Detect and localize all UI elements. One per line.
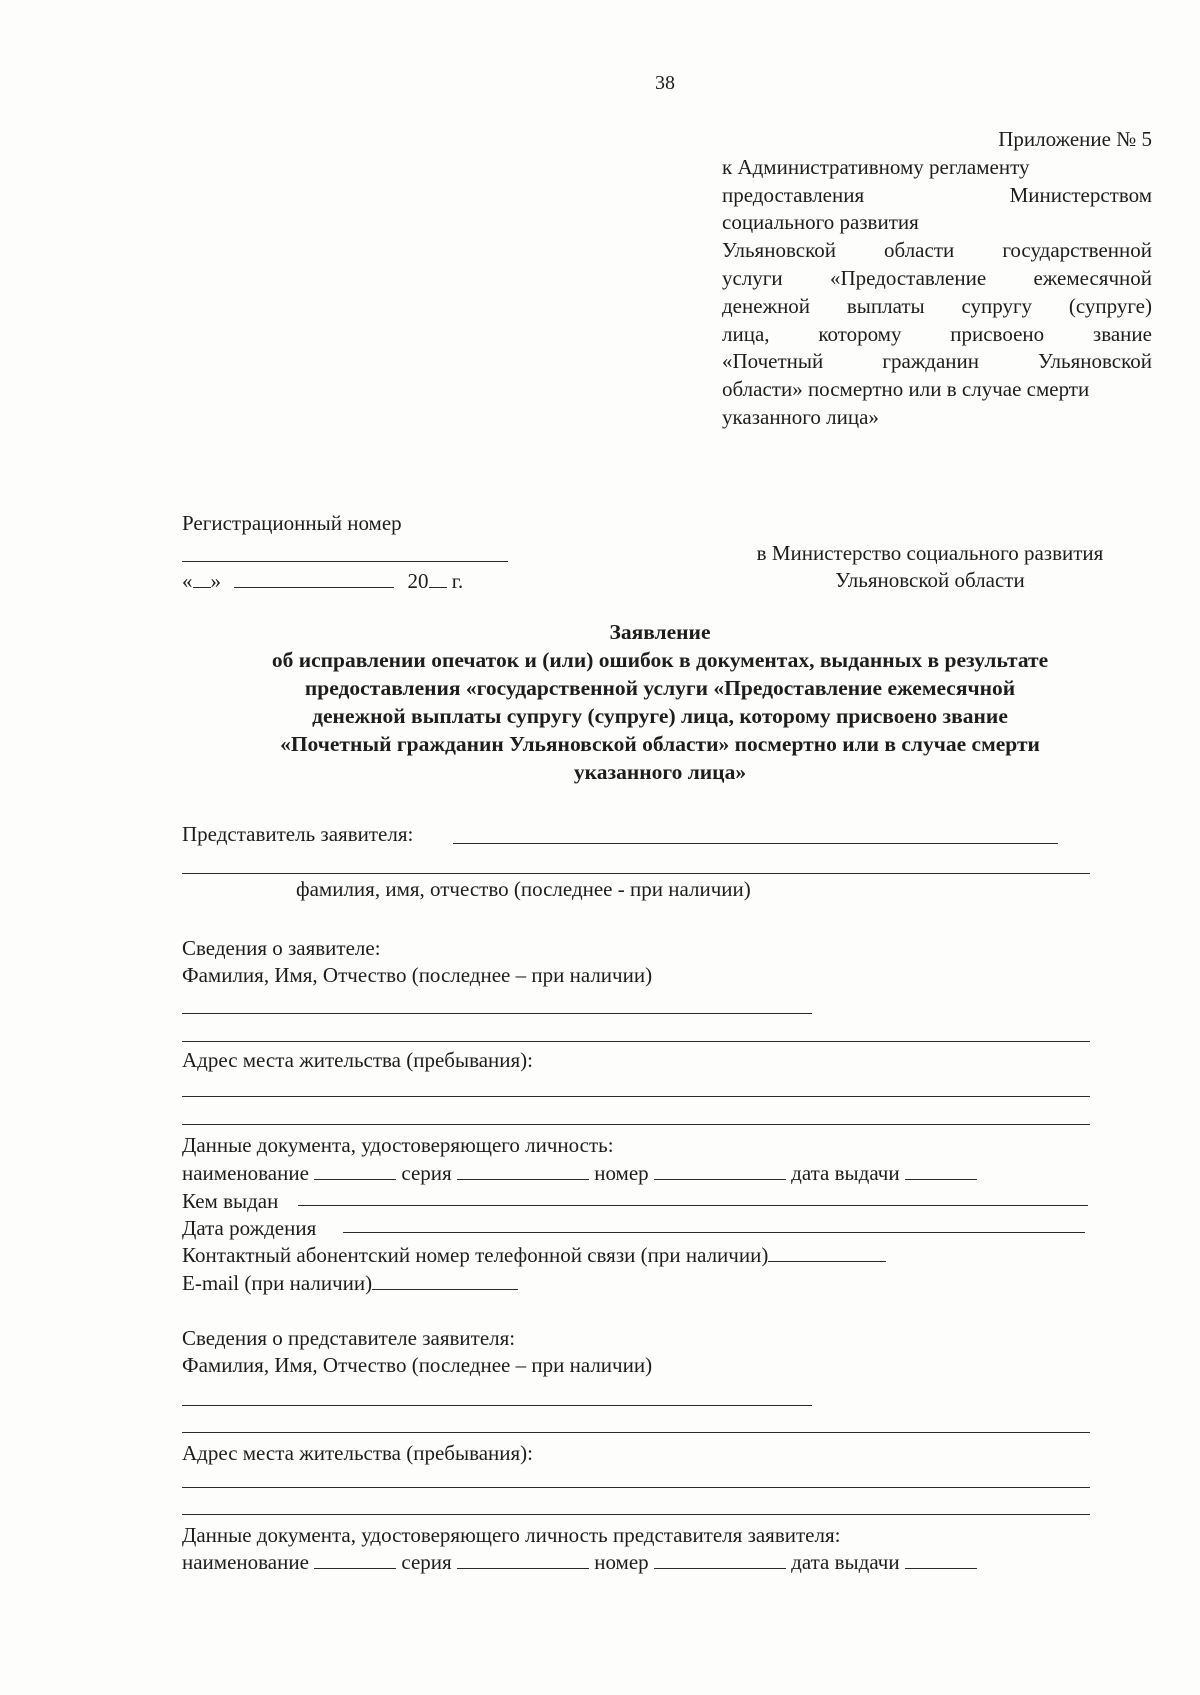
phone-label: Контактный абонентский номер телефонной связи (при наличии) (182, 1243, 769, 1267)
rep-doc-label: Данные документа, удостоверяющего личность представителя заявителя: (182, 1523, 841, 1547)
date-quote-close: » (210, 569, 221, 593)
appendix-line: к Административному регламенту (722, 154, 1030, 179)
appendix-block (722, 126, 1152, 432)
rep-doc-issue-date-field[interactable] (905, 1550, 977, 1569)
rep-doc-name-label: наименование (182, 1550, 309, 1574)
appendix-word: Ульяновской (722, 238, 836, 263)
appendix-word: услуги (722, 265, 783, 290)
title-line: указанного лица» (573, 760, 747, 784)
year-field[interactable] (429, 569, 447, 588)
rep-fio-field[interactable] (182, 1405, 812, 1406)
title-line: денежной выплаты супругу (супруге) лица, которому присвоено звание (312, 704, 1008, 728)
appendix-line: указанного лица» (722, 404, 879, 429)
doc-number-label: номер (594, 1161, 649, 1185)
year-prefix: 20 (407, 569, 429, 593)
rep-fio-field-line2[interactable] (182, 1432, 1090, 1433)
registration-number-field[interactable] (182, 561, 508, 562)
appendix-word: области (884, 238, 955, 263)
rep-doc-name-field[interactable] (314, 1550, 396, 1569)
appendix-line (722, 348, 1152, 376)
applicant-issued-by-field[interactable] (298, 1205, 1088, 1206)
title-line: предоставления «государственной услуги «Предоставление ежемесячной (304, 676, 1016, 700)
rep-doc-issue-date-label: дата выдачи (791, 1550, 900, 1574)
registration-label: Регистрационный номер (182, 511, 402, 535)
appendix-word: присвоено (950, 321, 1045, 346)
appendix-number: Приложение № 5 (998, 127, 1152, 151)
doc-name-field[interactable] (314, 1161, 396, 1180)
appendix-word: денежной (722, 293, 811, 318)
appendix-word: выплаты (846, 293, 925, 318)
appendix-line: области» посмертно или в случае смерти (722, 377, 1090, 402)
applicant-phone-row (182, 1242, 886, 1268)
applicant-fio-field-line2[interactable] (182, 1041, 1090, 1042)
doc-issue-date-label: дата выдачи (791, 1161, 900, 1185)
title-heading: Заявление (609, 620, 711, 644)
doc-number-field[interactable] (654, 1161, 786, 1180)
rep-doc-number-label: номер (594, 1550, 649, 1574)
appendix-word: Ульяновской (1038, 349, 1152, 374)
phone-field[interactable] (768, 1243, 886, 1262)
appendix-line (722, 182, 1152, 210)
registration-date (182, 568, 463, 594)
title-line: об исправлении опечаток и (или) ошибок в документах, выданных в результате (271, 648, 1049, 672)
appendix-line: социального развития (722, 210, 919, 235)
appendix-word: ежемесячной (1033, 265, 1152, 290)
appendix-line (722, 321, 1152, 349)
recipient-line: в Министерство социального развития (756, 541, 1104, 565)
doc-issue-date-field[interactable] (905, 1161, 977, 1180)
appendix-word: Министерством (1009, 182, 1152, 207)
recipient-line: Ульяновской области (835, 568, 1025, 592)
appendix-word: «Предоставление (829, 265, 987, 290)
appendix-line (722, 265, 1152, 293)
rep-doc-number-field[interactable] (654, 1550, 786, 1569)
representative-field[interactable] (453, 843, 1058, 844)
applicant-fio-label: Фамилия, Имя, Отчество (последнее – при наличии) (182, 963, 653, 987)
recipient-block (700, 540, 1160, 594)
rep-address-field-line2[interactable] (182, 1514, 1090, 1515)
appendix-word: супругу (961, 293, 1033, 318)
appendix-word: гражданин (882, 349, 979, 374)
applicant-address-field[interactable] (182, 1096, 1090, 1097)
month-field[interactable] (234, 569, 394, 588)
rep-doc-series-label: серия (401, 1550, 452, 1574)
applicant-birth-date-label: Дата рождения (182, 1216, 317, 1240)
rep-address-label: Адрес места жительства (пребывания): (182, 1441, 534, 1465)
email-label: E-mail (при наличии) (182, 1271, 373, 1295)
representative-field-line2[interactable] (182, 873, 1090, 874)
rep-doc-series-field[interactable] (457, 1550, 589, 1569)
applicant-issued-by-label: Кем выдан (182, 1189, 279, 1213)
doc-name-label: наименование (182, 1161, 309, 1185)
appendix-word: государственной (1002, 238, 1152, 263)
page-number: 38 (655, 72, 675, 94)
rep-section-label: Сведения о представителе заявителя: (182, 1326, 516, 1350)
applicant-birth-date-field[interactable] (343, 1232, 1085, 1233)
appendix-word: предоставления (722, 182, 865, 207)
appendix-word: звание (1092, 321, 1152, 346)
rep-fio-label: Фамилия, Имя, Отчество (последнее – при наличии) (182, 1353, 653, 1377)
doc-series-label: серия (401, 1161, 452, 1185)
rep-doc-row (182, 1549, 977, 1575)
date-quote-open: « (182, 569, 193, 593)
applicant-doc-row (182, 1160, 977, 1186)
appendix-line (722, 237, 1152, 265)
applicant-fio-field[interactable] (182, 1013, 812, 1014)
document-title (180, 618, 1140, 786)
appendix-word: «Почетный (722, 349, 824, 374)
doc-series-field[interactable] (457, 1161, 589, 1180)
representative-label: Представитель заявителя: (182, 822, 414, 846)
applicant-section-label: Сведения о заявителе: (182, 936, 381, 960)
day-field[interactable] (193, 569, 211, 588)
email-field[interactable] (372, 1271, 518, 1290)
appendix-word: (супруге) (1068, 293, 1152, 318)
applicant-email-row (182, 1270, 518, 1296)
applicant-address-field-line2[interactable] (182, 1124, 1090, 1125)
appendix-line (722, 293, 1152, 321)
title-line: «Почетный гражданин Ульяновской области» посмертно или в случае смерти (280, 732, 1040, 756)
rep-address-field[interactable] (182, 1487, 1090, 1488)
appendix-word: лица, (722, 321, 770, 346)
representative-caption: фамилия, имя, отчество (последнее - при наличии) (296, 877, 751, 901)
appendix-word: которому (818, 321, 902, 346)
applicant-address-label: Адрес места жительства (пребывания): (182, 1048, 534, 1072)
applicant-doc-label: Данные документа, удостоверяющего личность: (182, 1133, 614, 1157)
year-suffix: г. (451, 569, 464, 593)
